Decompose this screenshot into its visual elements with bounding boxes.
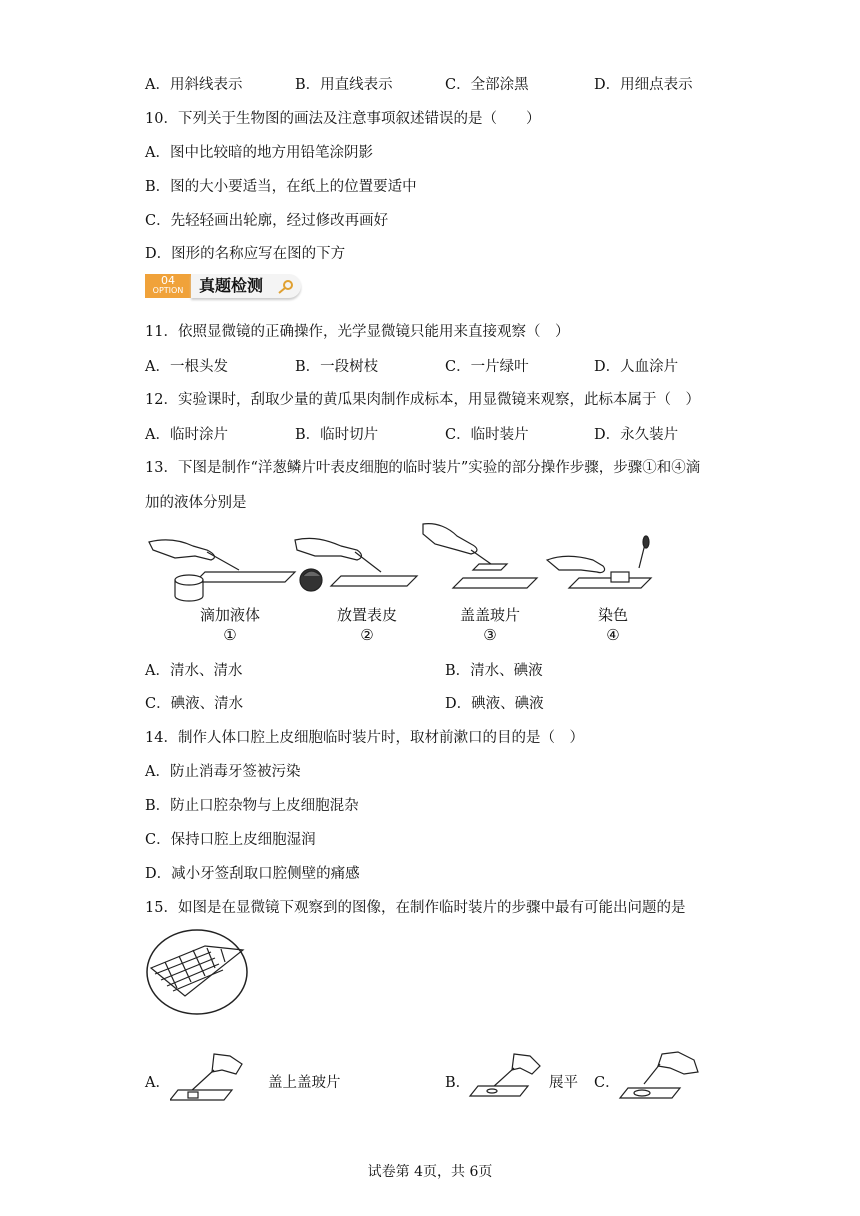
q13-stem-line1: 13．下图是制作“洋葱鳞片叶表皮细胞的临时装片”实验的部分操作步骤，步骤①和④滴 bbox=[145, 460, 701, 476]
q14-option-c: C．保持口腔上皮细胞湿润 bbox=[145, 832, 316, 848]
q9-option-d: D．用细点表示 bbox=[594, 77, 693, 93]
step1-illustration bbox=[149, 540, 295, 601]
banner-tag bbox=[145, 274, 191, 298]
step2-number: ② bbox=[360, 626, 374, 644]
q9-option-c: C．全部涂黑 bbox=[445, 77, 529, 93]
page-footer: 试卷第 4页，共 6页 bbox=[367, 1164, 493, 1180]
section-banner bbox=[145, 272, 305, 302]
q11-option-a: A．一根头发 bbox=[145, 359, 228, 375]
step3-label: 盖盖玻片 bbox=[459, 606, 520, 624]
q15-option-b-text: 展平 bbox=[549, 1075, 578, 1091]
q13-option-b: B．清水、碘液 bbox=[445, 663, 543, 679]
q14-option-a: A．防止消毒牙签被污染 bbox=[145, 764, 301, 780]
step4-label: 染色 bbox=[597, 606, 628, 624]
q12-option-a: A．临时涂片 bbox=[145, 427, 228, 443]
q9-option-a: A．用斜线表示 bbox=[145, 77, 243, 93]
step4-number: ④ bbox=[606, 626, 620, 644]
q9-option-b: B．用直线表示 bbox=[295, 77, 393, 93]
q15-stem: 15．如图是在显微镜下观察到的图像，在制作临时装片的步骤中最有可能出问题的是 bbox=[145, 900, 686, 916]
q12-stem: 12．实验课时，刮取少量的黄瓜果肉制作成标本，用显微镜来观察，此标本属于（ ） bbox=[145, 392, 700, 408]
q14-stem: 14．制作人体口腔上皮细胞临时装片时，取材前漱口的目的是（ ） bbox=[145, 730, 584, 746]
banner-title-text: 真题检测 bbox=[199, 276, 264, 295]
banner-sub: OPTION bbox=[152, 286, 184, 295]
step2-illustration bbox=[295, 538, 417, 591]
q14-option-d: D．减小牙签刮取口腔侧壁的痛感 bbox=[145, 866, 360, 882]
q11-option-d: D．人血涂片 bbox=[594, 359, 679, 375]
q13-stem-line2: 加的液体分别是 bbox=[145, 495, 247, 511]
banner-title bbox=[191, 274, 301, 298]
q12-option-d: D．永久装片 bbox=[594, 427, 679, 443]
q15-option-c-letter: C． bbox=[594, 1075, 620, 1091]
q15-option-b-letter: B． bbox=[445, 1075, 471, 1091]
q13-procedure-figure bbox=[145, 520, 705, 602]
q10-option-a: A．图中比较暗的地方用铅笔涂阴影 bbox=[145, 145, 373, 161]
q11-stem: 11．依照显微镜的正确操作，光学显微镜只能用来直接观察（ ） bbox=[145, 324, 570, 340]
step1-number: ① bbox=[223, 626, 237, 644]
q11-option-c: C．一片绿叶 bbox=[445, 359, 529, 375]
q14-option-b: B．防止口腔杂物与上皮细胞混杂 bbox=[145, 798, 359, 814]
q10-option-c: C．先轻轻画出轮廓，经过修改再画好 bbox=[145, 213, 389, 229]
q12-option-b: B．临时切片 bbox=[295, 427, 379, 443]
q10-stem: 10．下列关于生物图的画法及注意事项叙述错误的是（ ） bbox=[145, 111, 541, 127]
banner-number: 04 bbox=[161, 274, 175, 287]
step4-illustration bbox=[547, 536, 651, 588]
microscope-view-figure bbox=[145, 928, 255, 1020]
q10-option-d: D．图形的名称应写在图的下方 bbox=[145, 246, 346, 262]
q15-option-c-image bbox=[618, 1048, 704, 1104]
q10-option-b: B．图的大小要适当，在纸上的位置要适中 bbox=[145, 179, 417, 195]
q12-option-c: C．临时装片 bbox=[445, 427, 529, 443]
q13-option-d: D．碘液、碘液 bbox=[445, 696, 544, 712]
q15-option-a-letter: A． bbox=[145, 1075, 170, 1091]
q15-option-b-image bbox=[468, 1050, 548, 1100]
q13-option-c: C．碘液、清水 bbox=[145, 696, 244, 712]
step1-label: 滴加液体 bbox=[199, 606, 260, 624]
magnifier-icon bbox=[277, 279, 295, 295]
q11-option-b: B．一段树枝 bbox=[295, 359, 379, 375]
step3-illustration bbox=[423, 524, 537, 588]
q15-option-a-text: 盖上盖玻片 bbox=[268, 1075, 341, 1091]
q15-option-a-image bbox=[170, 1050, 260, 1104]
q13-option-a: A．清水、清水 bbox=[145, 663, 243, 679]
step3-number: ③ bbox=[483, 626, 497, 644]
step2-label: 放置表皮 bbox=[336, 606, 397, 624]
